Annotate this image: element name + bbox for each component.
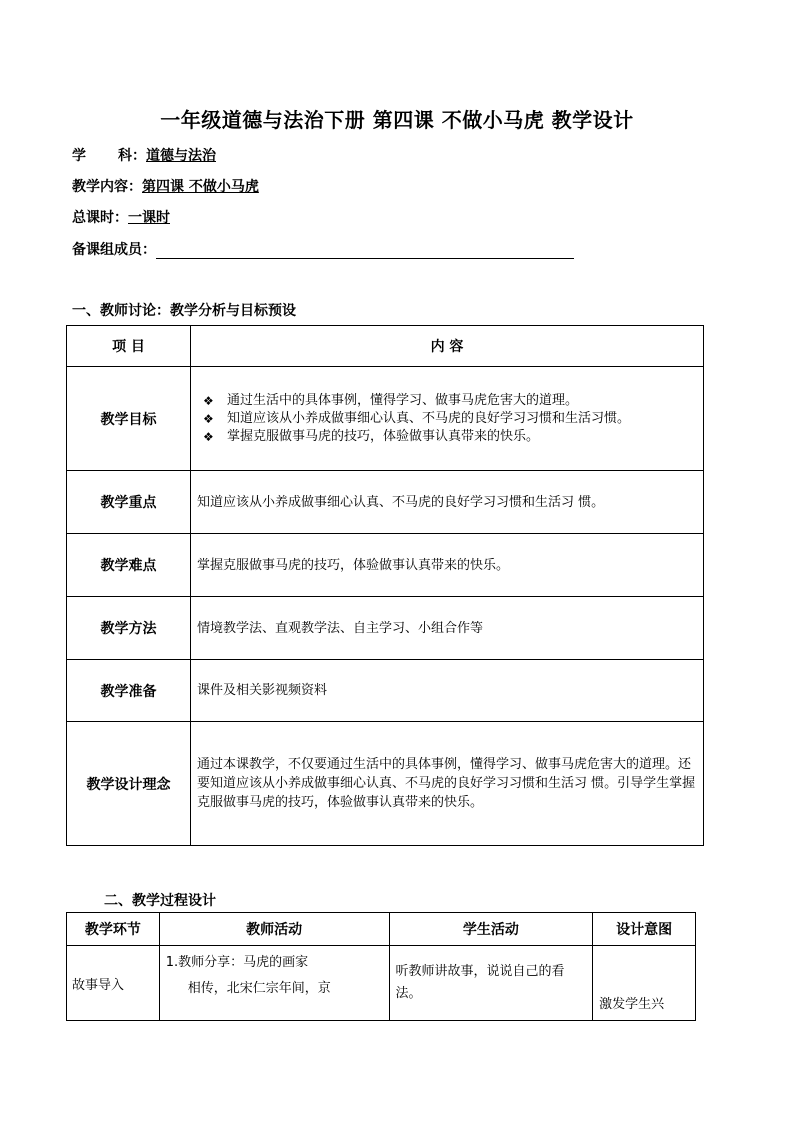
philosophy-label: 教学设计理念 [67,722,191,846]
prep-label: 教学准备 [67,660,191,722]
key-value: 知道应该从小养成做事细心认真、不马虎的良好学习习惯和生活习 惯。 [191,471,704,534]
header-teacher: 教师活动 [159,913,389,946]
meta-members-label: 备课组成员： [72,242,156,258]
header-intent: 设计意图 [593,913,696,946]
meta-hours-label: 总课时： [72,210,128,226]
analysis-header-row [67,326,704,367]
section2-heading: 二、教学过程设计 [104,893,216,909]
goal-item [197,428,697,446]
diamond-bullet-icon: ❖ [203,411,214,426]
method-value: 情境教学法、直观教学法、自主学习、小组合作等 [191,597,704,660]
meta-content [72,176,259,196]
goal-item [197,410,697,428]
prep-value: 课件及相关影视频资料 [191,660,704,722]
meta-subject [72,145,216,165]
header-item: 项 目 [67,326,191,367]
process-table [66,912,696,1021]
goal-label: 教学目标 [67,367,191,471]
student-cell: 听教师讲故事，说说自己的看法。 [389,946,593,1021]
header-student: 学生活动 [389,913,593,946]
header-stage: 教学环节 [67,913,160,946]
meta-content-value: 第四课 不做小马虎 [142,179,259,195]
philosophy-value: 通过本课教学，不仅要通过生活中的具体事例，懂得学习、做事马虎危害大的道理。还要知道应该从小养成做事细心认真、不马虎的良好学习习惯和生活习 惯。引导学生掌握克服做事马虎的技巧，体验做事认真带来的快乐。 [191,722,704,846]
meta-subject-label-1: 学 [72,148,86,164]
goal-cell [191,367,704,471]
meta-hours-value: 一课时 [128,210,170,226]
row-preparation [67,660,704,722]
document-title: 一年级道德与法治下册 第四课 不做小马虎 教学设计 [160,108,634,132]
goal-text: 知道应该从小养成做事细心认真、不马虎的良好学习习惯和生活习惯。 [227,410,631,426]
goal-text: 通过生活中的具体事例，懂得学习、做事马虎危害大的道理。 [227,392,579,408]
section1-heading: 一、教师讨论：教学分析与目标预设 [72,303,296,319]
teacher-line-2: 相传，北宋仁宗年间，京 [187,981,331,996]
analysis-table [66,325,704,846]
row-philosophy [67,722,704,846]
row-method [67,597,704,660]
difficulty-label: 教学难点 [67,534,191,597]
header-content: 内 容 [191,326,704,367]
method-label: 教学方法 [67,597,191,660]
table-row [67,946,696,1021]
row-difficulty [67,534,704,597]
meta-subject-label-2: 科： [118,148,146,164]
meta-members [72,239,574,259]
teacher-cell [159,946,389,1021]
meta-hours [72,207,170,227]
difficulty-value: 掌握克服做事马虎的技巧，体验做事认真带来的快乐。 [191,534,704,597]
members-blank-line [156,242,574,259]
key-label: 教学重点 [67,471,191,534]
diamond-bullet-icon: ❖ [203,429,214,444]
meta-subject-value: 道德与法治 [146,148,216,164]
meta-content-label: 教学内容： [72,179,142,195]
goal-text: 掌握克服做事马虎的技巧，体验做事认真带来的快乐。 [227,428,540,444]
intent-cell: 激发学生兴 [593,946,696,1021]
row-goals [67,367,704,471]
goal-list [197,392,697,446]
goal-item [197,392,697,410]
row-key-points [67,471,704,534]
diamond-bullet-icon: ❖ [203,393,214,408]
process-header-row [67,913,696,946]
stage-cell: 故事导入 [67,946,160,1021]
teacher-line-1: 1.教师分享：马虎的画家 [165,955,309,970]
